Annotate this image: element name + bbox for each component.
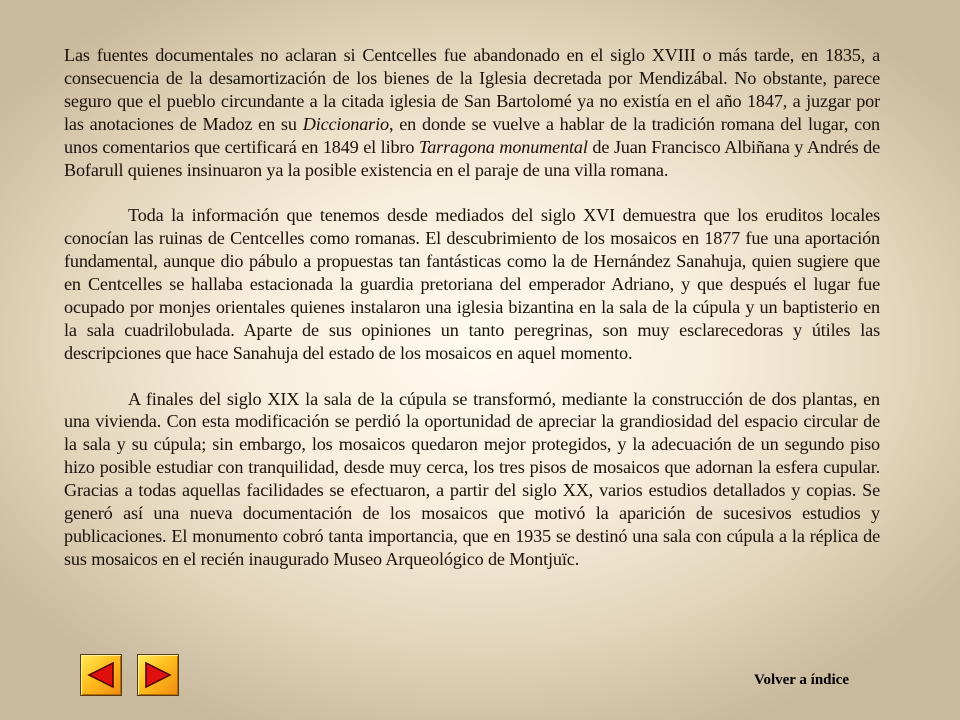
back-to-index-link[interactable]: Volver a índice [754, 672, 850, 688]
document-body [64, 44, 880, 571]
paragraph-1 [64, 44, 880, 181]
triangle-right-icon [143, 660, 173, 690]
paragraph-segment: de Juan Francisco Albiñana y Andrés de Bofarull quienes insinuaron ya la posible existencia en el paraje de una villa romana. [64, 136, 880, 180]
book-title-diccionario: Diccionario [302, 113, 389, 134]
previous-page-button[interactable] [80, 654, 122, 696]
paragraph-segment: Las fuentes documentales no aclaran si Centcelles fue abandonado en el siglo XVIII o más tarde, en 1835, a consecuencia de la desamortización de los bienes de la Iglesia decretada por Mendizábal. No obstante, parece seguro que el pueblo circundante a la citada iglesia de San Bartolomé ya no existía en el año 1847, a juzgar por las anotaciones de Madoz en su [64, 45, 880, 134]
paragraph-3 [64, 388, 880, 571]
paragraph-segment: A finales del siglo XIX la sala de la cúpula se transformó, mediante la construcción de dos plantas, en una vivienda. Con esta modificación se perdió la oportunidad de apreciar la grandiosidad del espacio circular de la sala y su cúpula; sin embargo, los mosaicos quedaron mejor protegidos, y la adecuación de un segundo piso hizo posible estudiar con tranquilidad, desde muy cerca, los tres pisos de mosaicos que adornan la esfera cupular. Gracias a todas aquellas facilidades se efectuaron, a partir del siglo XX, varios estudios detallados y copias. Se generó así una nueva documentación de los mosaicos que motivó la aparición de sucesivos estudios y publicaciones. El monumento cobró tanta importancia, que en 1935 se destinó una sala con cúpula a la réplica de sus mosaicos en el recién inaugurado Museo Arqueológico de Montjuïc. [64, 388, 880, 569]
navigation-buttons [80, 654, 179, 696]
book-title-tarragona-monumental: Tarragona monumental [418, 136, 588, 157]
paragraph-segment: , en donde se vuelve a hablar de la tradición romana del lugar, con unos comentarios que certificará en 1849 el libro [64, 113, 880, 157]
paragraph-2 [64, 204, 880, 364]
next-page-button[interactable] [137, 654, 179, 696]
paragraph-segment: Toda la información que tenemos desde mediados del siglo XVI demuestra que los eruditos locales conocían las ruinas de Centcelles como romanas. El descubrimiento de los mosaicos en 1877 fue una aportación fundamental, aunque dio pábulo a propuestas tan fantásticas como la de Hernández Sanahuja, quien sugiere que en Centcelles se hallaba estacionada la guardia pretoriana del emperador Adriano, y que después el lugar fue ocupado por monjes orientales quienes instalaron una iglesia bizantina en la sala de la cúpula y un baptisterio en la sala cuadrilobulada. Aparte de sus opiniones un tanto peregrinas, son muy esclarecedoras y útiles las descripciones que hace Sanahuja del estado de los mosaicos en aquel momento. [64, 205, 880, 363]
triangle-left-icon [86, 660, 116, 690]
